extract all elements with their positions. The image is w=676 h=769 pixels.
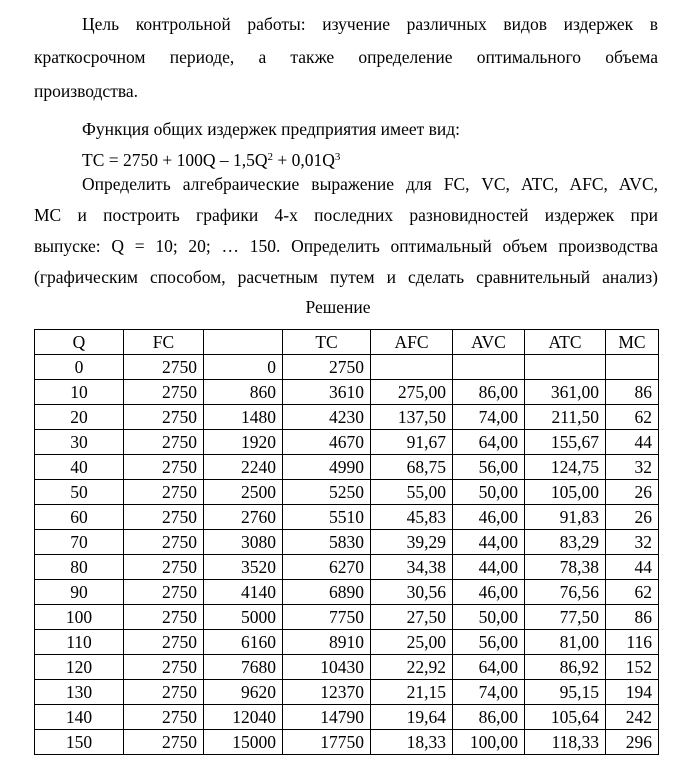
cell-afc: 30,56 bbox=[371, 580, 453, 605]
cell-q: 100 bbox=[35, 605, 124, 630]
cell-atc: 124,75 bbox=[525, 455, 606, 480]
header-vc bbox=[204, 330, 283, 355]
cell-q: 40 bbox=[35, 455, 124, 480]
formula-exponent-3: 3 bbox=[334, 151, 341, 163]
table-row bbox=[35, 505, 659, 530]
cell-fc: 2750 bbox=[124, 555, 204, 580]
cell-atc: 118,33 bbox=[525, 730, 606, 755]
cell-vc: 860 bbox=[204, 380, 283, 405]
paragraph-function-intro: Функция общих издержек предприятия имеет вид: bbox=[82, 119, 461, 139]
table-row bbox=[35, 530, 659, 555]
paragraph-goal-line-3: производства. bbox=[34, 81, 139, 101]
cell-avc bbox=[453, 355, 525, 380]
cell-fc: 2750 bbox=[124, 580, 204, 605]
paragraph-task-line-4: (графическим способом, расчетным путем и сделать сравнительный анализ) bbox=[34, 267, 658, 287]
cell-tc: 12370 bbox=[283, 680, 371, 705]
cell-tc: 3610 bbox=[283, 380, 371, 405]
cell-avc: 56,00 bbox=[453, 455, 525, 480]
cell-tc: 17750 bbox=[283, 730, 371, 755]
cell-vc: 7680 bbox=[204, 655, 283, 680]
cell-atc: 105,64 bbox=[525, 705, 606, 730]
table-row bbox=[35, 705, 659, 730]
cell-afc: 19,64 bbox=[371, 705, 453, 730]
cell-tc: 5510 bbox=[283, 505, 371, 530]
cell-fc: 2750 bbox=[124, 355, 204, 380]
cell-vc: 6160 bbox=[204, 630, 283, 655]
cell-atc: 105,00 bbox=[525, 480, 606, 505]
cell-vc: 12040 bbox=[204, 705, 283, 730]
formula-exponent-2: 2 bbox=[267, 151, 274, 163]
cell-fc: 2750 bbox=[124, 655, 204, 680]
cell-afc: 137,50 bbox=[371, 405, 453, 430]
formula-part-1: TC = 2750 + 100Q – 1,5Q bbox=[82, 150, 268, 170]
paragraph-goal-line-1: Цель контрольной работы: изучение различных видов издержек в bbox=[82, 14, 658, 34]
cell-atc bbox=[525, 355, 606, 380]
cell-mc: 32 bbox=[606, 455, 659, 480]
cell-q: 0 bbox=[35, 355, 124, 380]
cell-tc: 7750 bbox=[283, 605, 371, 630]
cell-fc: 2750 bbox=[124, 480, 204, 505]
cell-atc: 78,38 bbox=[525, 555, 606, 580]
header-fc: FC bbox=[124, 330, 204, 355]
cell-mc: 26 bbox=[606, 505, 659, 530]
cell-q: 30 bbox=[35, 430, 124, 455]
cell-afc: 22,92 bbox=[371, 655, 453, 680]
cell-afc: 91,67 bbox=[371, 430, 453, 455]
cell-mc: 242 bbox=[606, 705, 659, 730]
cell-q: 140 bbox=[35, 705, 124, 730]
table-row bbox=[35, 680, 659, 705]
cell-avc: 46,00 bbox=[453, 505, 525, 530]
table-row bbox=[35, 480, 659, 505]
cell-vc: 4140 bbox=[204, 580, 283, 605]
cell-mc: 152 bbox=[606, 655, 659, 680]
cell-tc: 6270 bbox=[283, 555, 371, 580]
cell-tc: 8910 bbox=[283, 630, 371, 655]
header-tc: TC bbox=[283, 330, 371, 355]
cell-afc: 275,00 bbox=[371, 380, 453, 405]
cell-afc: 39,29 bbox=[371, 530, 453, 555]
paragraph-task-line-3: выпуске: Q = 10; 20; … 150. Определить оптимальный объем производства bbox=[34, 236, 658, 256]
table-row bbox=[35, 380, 659, 405]
cell-fc: 2750 bbox=[124, 730, 204, 755]
cell-avc: 44,00 bbox=[453, 530, 525, 555]
solution-heading: Решение bbox=[305, 297, 371, 317]
table-row bbox=[35, 455, 659, 480]
cell-mc: 86 bbox=[606, 605, 659, 630]
cell-mc: 44 bbox=[606, 555, 659, 580]
cell-vc: 2500 bbox=[204, 480, 283, 505]
table-row bbox=[35, 405, 659, 430]
cell-mc: 44 bbox=[606, 430, 659, 455]
cell-mc: 26 bbox=[606, 480, 659, 505]
cell-mc: 194 bbox=[606, 680, 659, 705]
cell-q: 90 bbox=[35, 580, 124, 605]
cell-avc: 46,00 bbox=[453, 580, 525, 605]
cell-mc: 296 bbox=[606, 730, 659, 755]
cell-q: 70 bbox=[35, 530, 124, 555]
cell-mc: 32 bbox=[606, 530, 659, 555]
cell-fc: 2750 bbox=[124, 680, 204, 705]
header-afc: AFC bbox=[371, 330, 453, 355]
cell-vc: 2760 bbox=[204, 505, 283, 530]
table-header-row bbox=[35, 330, 659, 355]
cell-afc: 21,15 bbox=[371, 680, 453, 705]
cell-atc: 211,50 bbox=[525, 405, 606, 430]
cell-vc: 1480 bbox=[204, 405, 283, 430]
cell-q: 60 bbox=[35, 505, 124, 530]
cell-atc: 155,67 bbox=[525, 430, 606, 455]
cell-q: 130 bbox=[35, 680, 124, 705]
cell-tc: 2750 bbox=[283, 355, 371, 380]
cell-avc: 86,00 bbox=[453, 380, 525, 405]
cell-tc: 5250 bbox=[283, 480, 371, 505]
cell-mc: 62 bbox=[606, 580, 659, 605]
table-row bbox=[35, 430, 659, 455]
cell-atc: 83,29 bbox=[525, 530, 606, 555]
cell-afc: 18,33 bbox=[371, 730, 453, 755]
cell-q: 80 bbox=[35, 555, 124, 580]
cell-atc: 81,00 bbox=[525, 630, 606, 655]
formula-part-2: + 0,01Q bbox=[273, 150, 335, 170]
cell-vc: 3520 bbox=[204, 555, 283, 580]
cell-afc: 45,83 bbox=[371, 505, 453, 530]
cell-vc: 0 bbox=[204, 355, 283, 380]
cell-vc: 15000 bbox=[204, 730, 283, 755]
cell-fc: 2750 bbox=[124, 630, 204, 655]
cell-afc: 68,75 bbox=[371, 455, 453, 480]
paragraph-task-line-1: Определить алгебраические выражение для FC, VC, ATC, AFC, AVC, bbox=[82, 174, 658, 194]
cell-vc: 2240 bbox=[204, 455, 283, 480]
table-row bbox=[35, 555, 659, 580]
cell-q: 50 bbox=[35, 480, 124, 505]
cell-mc: 116 bbox=[606, 630, 659, 655]
cell-mc bbox=[606, 355, 659, 380]
cell-avc: 64,00 bbox=[453, 655, 525, 680]
cell-mc: 62 bbox=[606, 405, 659, 430]
cell-vc: 3080 bbox=[204, 530, 283, 555]
header-atc: ATC bbox=[525, 330, 606, 355]
cell-q: 110 bbox=[35, 630, 124, 655]
cell-avc: 64,00 bbox=[453, 430, 525, 455]
table-row bbox=[35, 605, 659, 630]
cell-vc: 1920 bbox=[204, 430, 283, 455]
cell-tc: 4230 bbox=[283, 405, 371, 430]
cell-tc: 5830 bbox=[283, 530, 371, 555]
cost-table bbox=[34, 329, 659, 755]
cell-q: 10 bbox=[35, 380, 124, 405]
table-row bbox=[35, 580, 659, 605]
cell-atc: 76,56 bbox=[525, 580, 606, 605]
cost-formula bbox=[82, 150, 340, 170]
cell-atc: 86,92 bbox=[525, 655, 606, 680]
table-row bbox=[35, 630, 659, 655]
cell-fc: 2750 bbox=[124, 380, 204, 405]
cell-atc: 361,00 bbox=[525, 380, 606, 405]
cell-afc: 25,00 bbox=[371, 630, 453, 655]
paragraph-task-line-2: MC и построить графики 4-х последних разновидностей издержек при bbox=[34, 205, 658, 225]
cell-vc: 9620 bbox=[204, 680, 283, 705]
paragraph-goal-line-2: краткосрочном периоде, а также определение оптимального объема bbox=[34, 47, 658, 67]
cell-avc: 50,00 bbox=[453, 480, 525, 505]
cell-avc: 56,00 bbox=[453, 630, 525, 655]
cell-fc: 2750 bbox=[124, 430, 204, 455]
cell-afc: 34,38 bbox=[371, 555, 453, 580]
cell-fc: 2750 bbox=[124, 705, 204, 730]
header-mc: MC bbox=[606, 330, 659, 355]
header-avc: AVC bbox=[453, 330, 525, 355]
cell-avc: 100,00 bbox=[453, 730, 525, 755]
cell-mc: 86 bbox=[606, 380, 659, 405]
cell-fc: 2750 bbox=[124, 405, 204, 430]
cell-avc: 86,00 bbox=[453, 705, 525, 730]
cell-q: 120 bbox=[35, 655, 124, 680]
cell-tc: 14790 bbox=[283, 705, 371, 730]
cell-fc: 2750 bbox=[124, 455, 204, 480]
cell-vc: 5000 bbox=[204, 605, 283, 630]
header-q: Q bbox=[35, 330, 124, 355]
cell-afc: 27,50 bbox=[371, 605, 453, 630]
cell-afc bbox=[371, 355, 453, 380]
cell-fc: 2750 bbox=[124, 530, 204, 555]
cell-fc: 2750 bbox=[124, 605, 204, 630]
cell-fc: 2750 bbox=[124, 505, 204, 530]
cell-tc: 6890 bbox=[283, 580, 371, 605]
cell-q: 20 bbox=[35, 405, 124, 430]
cell-afc: 55,00 bbox=[371, 480, 453, 505]
table-row bbox=[35, 355, 659, 380]
cell-tc: 4990 bbox=[283, 455, 371, 480]
cell-avc: 44,00 bbox=[453, 555, 525, 580]
cell-tc: 10430 bbox=[283, 655, 371, 680]
cell-atc: 91,83 bbox=[525, 505, 606, 530]
cell-atc: 77,50 bbox=[525, 605, 606, 630]
table-row bbox=[35, 730, 659, 755]
cell-avc: 74,00 bbox=[453, 680, 525, 705]
cell-tc: 4670 bbox=[283, 430, 371, 455]
table-row bbox=[35, 655, 659, 680]
cell-q: 150 bbox=[35, 730, 124, 755]
cell-avc: 74,00 bbox=[453, 405, 525, 430]
cell-atc: 95,15 bbox=[525, 680, 606, 705]
cell-avc: 50,00 bbox=[453, 605, 525, 630]
